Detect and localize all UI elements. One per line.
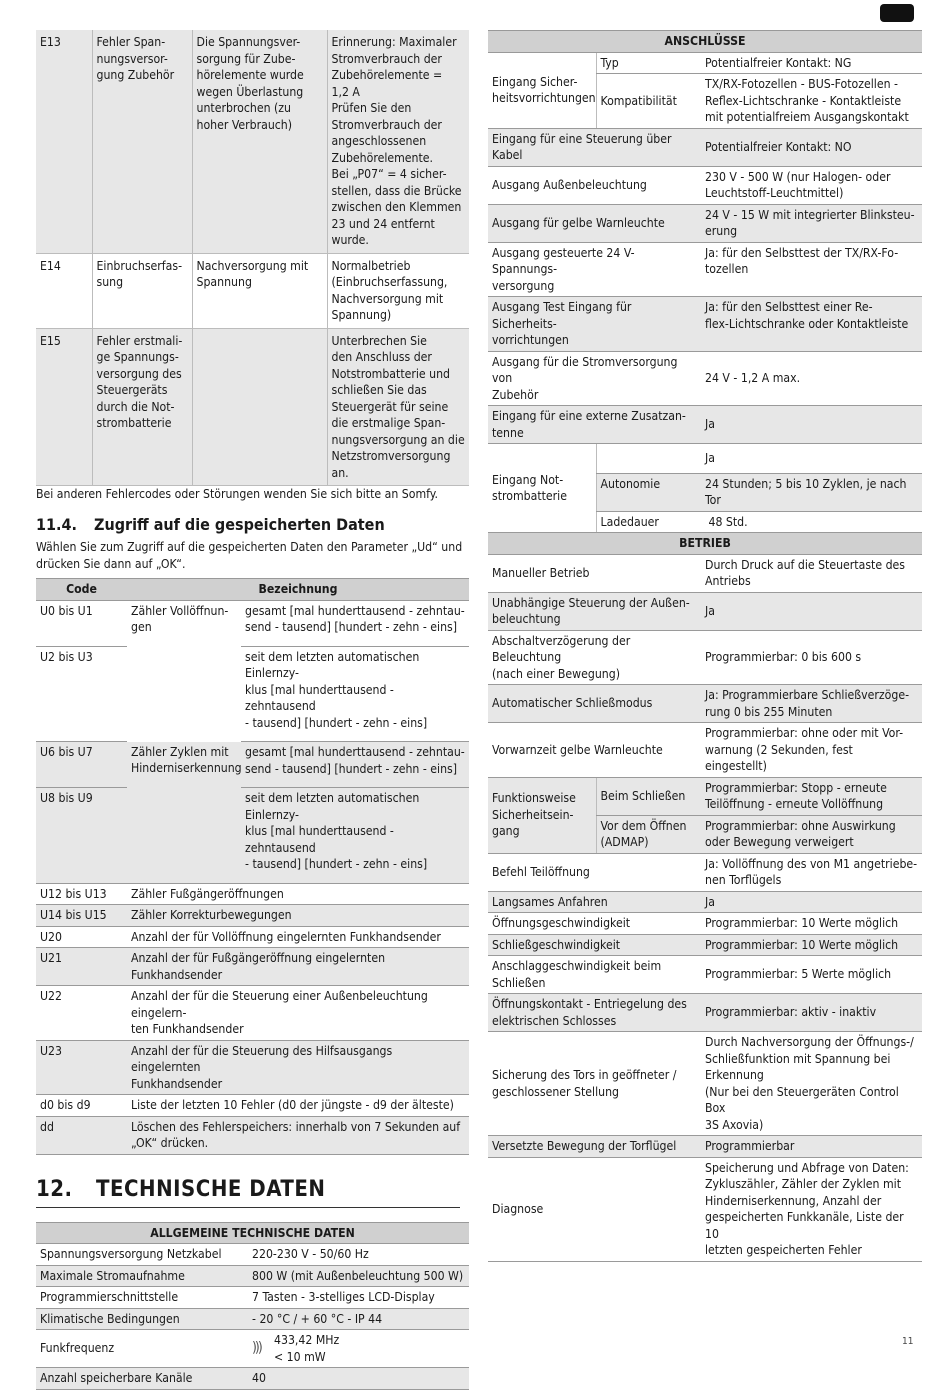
table-row [36, 600, 469, 646]
table-row [488, 1032, 922, 1136]
spec-label: Eingang Not- strombatterie [488, 444, 596, 533]
table-row [488, 406, 922, 444]
table-row [488, 166, 922, 204]
spec-label: Automatischer Schließmodus [488, 685, 701, 723]
error-cause [192, 328, 327, 486]
table-row [36, 948, 469, 986]
data-description: Liste der letzten 10 Fehler (d0 der jüngste - d9 der älteste) [127, 1095, 469, 1117]
table-row [488, 956, 922, 994]
table-row [36, 1308, 469, 1330]
spec-value: Ja [701, 592, 922, 630]
spec-value: Ja: für den Selbsttest der TX/RX-Fo- tozellen [701, 242, 922, 297]
table-row [488, 554, 922, 592]
counter-group-label: Zähler Zyklen mit Hinderniserkennung [127, 742, 241, 884]
spec-label: Eingang für eine Steuerung über Kabel [488, 128, 701, 166]
data-code: U0 bis U1 [36, 600, 127, 646]
data-description: Löschen des Fehlerspeichers: innerhalb von 7 Sekunden auf „OK“ drücken. [127, 1116, 469, 1154]
spec-value: Ja: für den Selbsttest einer Re- flex-Lichtschranke oder Kontaktleiste [701, 297, 922, 352]
section-number: 11.4. [36, 514, 77, 534]
spec-value: Durch Druck auf die Steuertaste des Antriebs [701, 554, 922, 592]
spec-label: Spannungsversorgung Netzkabel [36, 1244, 248, 1266]
data-description: Anzahl der für die Steuerung einer Außenbeleuchtung eingelern- ten Funkhandsender [127, 986, 469, 1041]
spec-value: Programmierbar: Stopp - erneute Teilöffnung - erneute Vollöffnung [701, 777, 922, 815]
table-row [488, 853, 922, 891]
spec-label: Ausgang für gelbe Warnleuchte [488, 204, 701, 242]
data-code: U23 [36, 1040, 127, 1095]
spec-label: Langsames Anfahren [488, 891, 701, 913]
spec-value: Programmierbar: 0 bis 600 s [701, 630, 922, 685]
spec-sublabel: Beim Schließen [596, 777, 701, 815]
spec-value: Speicherung und Abfrage von Daten: Zykluszähler, Zähler der Zyklen mit Hinderniserkennung, Anzahl der gespeicherten Funkkanäle, Liste der 10 letzten gespeicherten Fehler [701, 1157, 922, 1261]
table-row [36, 1095, 469, 1117]
section-title: TECHNISCHE DATEN [96, 1176, 326, 1202]
table-row [488, 592, 922, 630]
data-code: U14 bis U15 [36, 905, 127, 927]
spec-value: 230 V - 500 W (nur Halogen- oder Leuchtstoff-Leuchtmittel) [701, 166, 922, 204]
spec-label: Unabhängige Steuerung der Außen- beleuchtung [488, 592, 701, 630]
table-row [36, 788, 469, 884]
table-row [36, 883, 469, 905]
error-action: Normalbetrieb (Einbruchserfassung, Nachversorgung mit Spannung) [327, 253, 469, 328]
left-column [36, 30, 469, 1390]
data-code: U2 bis U3 [36, 646, 127, 742]
spec-sublabel: Kompatibilität [596, 74, 701, 129]
spec-value: 220-230 V - 50/60 Hz [248, 1244, 469, 1266]
spec-label: Ausgang Test Eingang für Sicherheits- vorrichtungen [488, 297, 701, 352]
data-code: U12 bis U13 [36, 883, 127, 905]
spec-label: Klimatische Bedingungen [36, 1308, 248, 1330]
table-row [488, 685, 922, 723]
data-code: U22 [36, 986, 127, 1041]
right-column [488, 30, 922, 1262]
table-row [488, 128, 922, 166]
table-header-row [488, 533, 922, 555]
spec-value: Ja: Programmierbare Schließverzöge- rung 0 bis 255 Minuten [701, 685, 922, 723]
column-header-code: Code [36, 579, 127, 601]
table-row [36, 926, 469, 948]
spec-value: Potentialfreier Kontakt: NG [701, 52, 922, 74]
section-title: Zugriff auf die gespeicherten Daten [94, 514, 385, 534]
spec-value: 433,42 MHz < 10 mW [274, 1333, 340, 1364]
table-row [36, 1265, 469, 1287]
data-description: Zähler Fußgängeröffnungen [127, 883, 469, 905]
data-description: gesamt [mal hunderttausend - zehntau- send - tausend] [hundert - zehn - eins] [241, 600, 469, 646]
spec-value: Programmierbar: 5 Werte möglich [701, 956, 922, 994]
table-row [36, 1244, 469, 1266]
table-row [488, 891, 922, 913]
table-row [36, 328, 469, 486]
table-row [488, 444, 922, 474]
section-heading-11-4 [36, 514, 469, 534]
spec-label: Ausgang gesteuerte 24 V-Spannungs- versorgung [488, 242, 701, 297]
spec-label: Manueller Betrieb [488, 554, 701, 592]
data-code: U20 [36, 926, 127, 948]
table-row [36, 1040, 469, 1095]
spec-label: Funkfrequenz [36, 1330, 248, 1368]
spec-label: Abschaltverzögerung der Beleuchtung (nach einer Bewegung) [488, 630, 701, 685]
table-row [36, 742, 469, 788]
spec-sublabel: Vor dem Öffnen (ADMAP) [596, 815, 701, 853]
data-code: U21 [36, 948, 127, 986]
other-errors-note: Bei anderen Fehlercodes oder Störungen wenden Sie sich bitte an Somfy. [36, 487, 438, 501]
data-description: Zähler Korrekturbewegungen [127, 905, 469, 927]
spec-value: Ja [701, 406, 922, 444]
spec-value: 40 [248, 1368, 469, 1390]
table-row [488, 934, 922, 956]
data-code: d0 bis d9 [36, 1095, 127, 1117]
spec-label: Sicherung des Tors in geöffneter / geschlossener Stellung [488, 1032, 701, 1136]
table-row [488, 242, 922, 297]
error-name: Fehler erstmali- ge Spannungs- versorgung des Steuergeräts durch die Not- strombatterie [92, 328, 192, 486]
spec-value: TX/RX-Fotozellen - BUS-Fotozellen - Reflex-Lichtschranke - Kontaktleiste mit potentialfreiem Ausgangskontakt [701, 74, 922, 129]
table-row [488, 52, 922, 74]
table-row [488, 297, 922, 352]
table-header-row [36, 579, 469, 601]
spec-value: Ja [701, 891, 922, 913]
error-code: E13 [36, 30, 92, 253]
spec-label: Öffnungsgeschwindigkeit [488, 913, 701, 935]
table-row [36, 1287, 469, 1309]
spec-label: Öffnungskontakt - Entriegelung des elektrischen Schlosses [488, 994, 701, 1032]
spec-label: Vorwarnzeit gelbe Warnleuchte [488, 723, 701, 778]
spec-value: Ja [701, 444, 922, 474]
spec-value: 48 Std. [701, 511, 922, 533]
data-description: seit dem letzten automatischen Einlernzy- klus [mal hunderttausend - zehntausend - tausend] [hundert - zehn - eins] [241, 646, 469, 742]
language-badge [880, 4, 914, 22]
error-code: E14 [36, 253, 92, 328]
operation-header: BETRIEB [488, 533, 922, 555]
spec-label: Eingang Sicher- heitsvorrichtungen [488, 52, 596, 128]
spec-value: 24 Stunden; 5 bis 10 Zyklen, je nach Tor [701, 473, 922, 511]
spec-value: - 20 °C / + 60 °C - IP 44 [248, 1308, 469, 1330]
table-row [36, 1116, 469, 1154]
spec-label: Schließgeschwindigkeit [488, 934, 701, 956]
section-heading-12 [36, 1177, 460, 1208]
table-row [36, 1330, 469, 1368]
data-description: gesamt [mal hunderttausend - zehntau- send - tausend] [hundert - zehn - eins] [241, 742, 469, 788]
table-row [488, 777, 922, 815]
table-header-row [488, 31, 922, 53]
table-row [36, 30, 469, 253]
error-cause: Nachversorgung mit Spannung [192, 253, 327, 328]
section-intro: Wählen Sie zum Zugriff auf die gespeicherten Daten den Parameter „Ud“ und drücken Sie dann auf „OK“. [36, 540, 463, 571]
table-row [488, 1157, 922, 1261]
table-row [36, 986, 469, 1041]
data-code: U6 bis U7 [36, 742, 127, 788]
spec-value: 24 V - 1,2 A max. [701, 351, 922, 406]
table-header-row [36, 1222, 469, 1244]
spec-label: Diagnose [488, 1157, 701, 1261]
radio-frequency [252, 1332, 465, 1365]
spec-label: Eingang für eine externe Zusatzan- tenne [488, 406, 701, 444]
error-action: Unterbrechen Sie den Anschluss der Notstrombatterie und schließen Sie das Steuergerät für seine die erstmalige Span- nungsversorgung an die Netzstromversorgung an. [327, 328, 469, 486]
table-row [36, 905, 469, 927]
spec-value: Programmierbar: ohne Auswirkung oder Bewegung verweigert [701, 815, 922, 853]
table-row [488, 351, 922, 406]
error-name: Fehler Span- nungsversor- gung Zubehör [92, 30, 192, 253]
spec-label: Maximale Stromaufnahme [36, 1265, 248, 1287]
spec-label: Programmierschnittstelle [36, 1287, 248, 1309]
spec-label: Befehl Teilöffnung [488, 853, 701, 891]
connections-header: ANSCHLÜSSE [488, 31, 922, 53]
spec-value: Potentialfreier Kontakt: NO [701, 128, 922, 166]
table-row [488, 994, 922, 1032]
spec-sublabel: Autonomie [596, 473, 701, 511]
general-spec-table [36, 1222, 469, 1390]
data-description: Anzahl der für die Steuerung des Hilfsausgangs eingelernten Funkhandsender [127, 1040, 469, 1095]
spec-value: 800 W (mit Außenbeleuchtung 500 W) [248, 1265, 469, 1287]
spec-sublabel: Typ [596, 52, 701, 74]
connections-table [488, 30, 922, 1262]
data-description: seit dem letzten automatischen Einlernzy- klus [mal hunderttausend - zehntausend - tausend] [hundert - zehn - eins] [241, 788, 469, 884]
spec-value: 7 Tasten - 3-stelliges LCD-Display [248, 1287, 469, 1309]
general-spec-header: ALLGEMEINE TECHNISCHE DATEN [36, 1222, 469, 1244]
spec-sublabel: Ladedauer [596, 511, 701, 533]
spec-value: Programmierbar: 10 Werte möglich [701, 934, 922, 956]
data-description: Anzahl der für Fußgängeröffnung eingelernten Funkhandsender [127, 948, 469, 986]
table-row [36, 1368, 469, 1390]
radio-wave-icon: ))) [252, 1340, 261, 1357]
table-row [488, 1136, 922, 1158]
table-row [36, 646, 469, 742]
counter-group-label: Zähler Vollöffnun- gen [131, 603, 229, 634]
spec-label: Ausgang Außenbeleuchtung [488, 166, 701, 204]
section-number: 12. [36, 1176, 73, 1202]
spec-value: Durch Nachversorgung der Öffnungs-/ Schließfunktion mit Spannung bei Erkennung (Nur bei den Steuergeräten Control Box 3S Axovia) [701, 1032, 922, 1136]
error-table [36, 30, 469, 486]
error-cause: Die Spannungsver- sorgung für Zube- hörelemente wurde wegen Überlastung unterbrochen (zu hoher Verbrauch) [192, 30, 327, 253]
data-description: Anzahl der für Vollöffnung eingelernten Funkhandsender [127, 926, 469, 948]
table-row [488, 913, 922, 935]
stored-data-table [36, 578, 469, 1155]
spec-value: Programmierbar [701, 1136, 922, 1158]
spec-label: Funktionsweise Sicherheitsein- gang [488, 777, 596, 853]
spec-label: Anzahl speicherbare Kanäle [36, 1368, 248, 1390]
spec-label: Ausgang für die Stromversorgung von Zubehör [488, 351, 701, 406]
error-name: Einbruchserfas- sung [92, 253, 192, 328]
data-code: dd [36, 1116, 127, 1154]
spec-value: Programmierbar: aktiv - inaktiv [701, 994, 922, 1032]
error-action: Erinnerung: Maximaler Stromverbrauch der Zubehörelemente = 1,2 A Prüfen Sie den Stromverbrauch der angeschlossenen Zubehörelemente. Bei „P07“ = 4 sicher- stellen, dass die Brücke zwischen den Klemmen 23 und 24 entfernt wurde. [327, 30, 469, 253]
spec-value: Ja: Vollöffnung des von M1 angetriebe- nen Torflügels [701, 853, 922, 891]
spec-value: Programmierbar: ohne oder mit Vor- warnung (2 Sekunden, fest eingestellt) [701, 723, 922, 778]
spec-value: Programmierbar: 10 Werte möglich [701, 913, 922, 935]
spec-label: Versetzte Bewegung der Torflügel [488, 1136, 701, 1158]
data-code: U8 bis U9 [36, 788, 127, 884]
table-row [36, 253, 469, 328]
column-header-description: Bezeichnung [127, 579, 469, 601]
page-number: 11 [902, 1336, 914, 1347]
error-code: E15 [36, 328, 92, 486]
table-row [488, 204, 922, 242]
table-row [488, 630, 922, 685]
table-row [488, 723, 922, 778]
spec-value: 24 V - 15 W mit integrierter Blinksteu- erung [701, 204, 922, 242]
spec-label: Anschlaggeschwindigkeit beim Schließen [488, 956, 701, 994]
